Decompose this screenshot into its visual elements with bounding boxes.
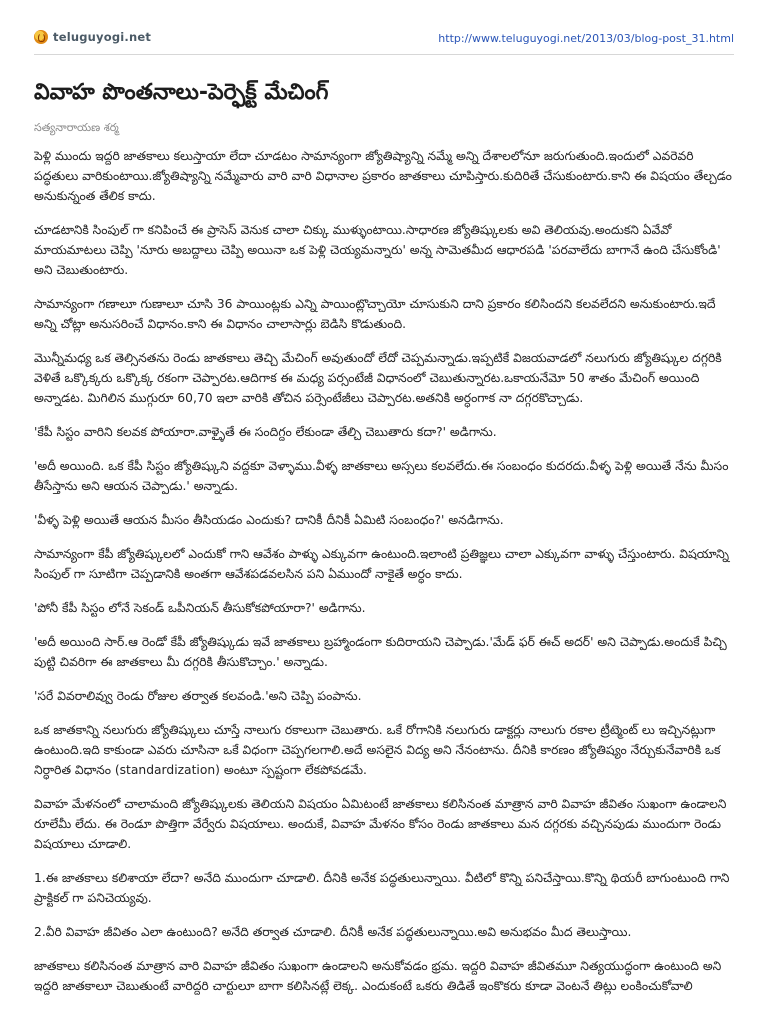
om-logo-icon bbox=[34, 30, 48, 44]
article-paragraph: 'అదీ అయింది సార్.ఆ రెండో కేపీ జ్యోతిష్కుడు ఇవే జాతకాలు బ్రహ్మాండంగా కుదిరాయని చెప్పాడు.'మేడ్ ఫర్ ఈచ్ అదర్' అని చెప్పాడు.అందుకే పిచ్చి పుట్టి చివరిగా ఈ జాతకాలు మీ దగ్గరికి తీసుకొచ్చాం.' అన్నాడు. bbox=[34, 635, 727, 669]
article-paragraph: సామాన్యంగా గణాలూ గుణాలూ చూసి 36 పాయింట్లకు ఎన్ని పాయింట్లొచ్చాయో చూసుకుని దాని ప్రకారం కలిసిందని కలవలేదని అనుకుంటారు.ఇదే అన్ని చోట్లా అనుసరించే విధానం.కాని ఈ విధానం చాలాసార్లు బెడిసి కొడుతుంది. bbox=[34, 297, 716, 331]
page-url-link[interactable]: http://www.teluguyogi.net/2013/03/blog-post_31.html bbox=[438, 32, 734, 45]
site-name: teluguyogi.net bbox=[53, 30, 152, 44]
article-paragraph: 'పోనీ కేపీ సిస్టం లోనే సెకండ్ ఒపీనియన్ తీసుకోకపోయారా?' అడిగాను. bbox=[34, 601, 366, 615]
article-paragraph: జాతకాలు కలిసినంత మాత్రాన వారి వివాహ జీవితం సుఖంగా ఉండాలని అనుకోవడం భ్రమ. ఇద్దరి వివాహ జీవితమూ నిత్యయుద్ధంగా ఉంటుంది అని ఇద్దరి జాతకాలూ చెబుతుంటే వారిద్దరి చార్టులూ బాగా కలిసినట్లే లెక్క. ఎందుకంటే ఒకరు తిడితే ఇంకొకరు కూడా వెంటనే తిట్లు లంకించుకోవాలి bbox=[34, 959, 722, 993]
article-paragraph: 1.ఈ జాతకాలు కలిశాయా లేదా? అనేది ముందుగా చూడాలి. దీనికి అనేక పద్ధతులున్నాయి. వీటిలో కొన్ని పనిచేస్తాయి.కొన్ని థియరీ బాగుంటుంది గాని ప్రాక్టికల్ గా పనిచెయ్యవు. bbox=[34, 871, 730, 905]
article-paragraph: పెళ్లి ముందు ఇద్దరి జాతకాలు కలుస్తాయా లేదా చూడటం సామాన్యంగా జ్యోతిష్యాన్ని నమ్మే అన్ని దేశాలలోనూ జరుగుతుంది.ఇందులో ఎవరెవరి పద్ధతులు వారికుంటాయి.జ్యోతిష్యాన్ని నమ్మేవారు వారి వారి విధానాల ప్రకారం జాతకాలు చూపిస్తారు.కుదిరితే చేసుకుంటారు.కాని ఈ విషయం తేల్చడం అనుకున్నంత తేలిక కాదు. bbox=[34, 149, 732, 203]
article-paragraph: చూడటానికి సింపుల్ గా కనిపించే ఈ ప్రాసెస్ వెనుక చాలా చిక్కు ముళ్ళుంటాయి.సాధారణ జ్యోతిష్కులకు అవి తెలియవు.అందుకని ఏవేవో మాయమాటలు చెప్పి 'నూరు అబద్దాలు చెప్పి అయినా ఒక పెళ్లి చెయ్యమన్నారు' అన్న సామెతమీద ఆధారపడి 'పరవాలేదు బాగానే ఉంది చేసుకోండి' అని చెబుతుంటారు. bbox=[34, 223, 721, 277]
article-paragraph: వివాహ మేళనంలో చాలామంది జ్యోతిష్కులకు తెలియని విషయం ఏమిటంటే జాతకాలు కలిసినంత మాత్రాన వారి వివాహ జీవితం సుఖంగా ఉండాలని రూలేమీ లేదు. ఈ రెండూ పొత్తిగా వేర్వేరు విషయాలు. అందుకే, వివాహ మేళనం కోసం రెండు జాతకాలు మన దగ్గరకు వచ్చినపుడు ముందుగా రెండు విషయాలు చూడాలి. bbox=[34, 797, 727, 851]
article-paragraph: ఒక జాతకాన్ని నలుగురు జ్యోతిష్కులు చూస్తే నాలుగు రకాలుగా చెబుతారు. ఒకే రోగానికి నలుగురు డాక్టర్లు నాలుగు రకాల ట్రీట్మెంట్ లు ఇచ్చినట్లుగా ఉంటుంది.ఇది కాకుండా ఎవరు చూసినా ఒకే విధంగా చెప్పగలగాలి.అదే అసలైన విద్య అని నేనంటాను. దీనికి కారణం జ్యోతిష్యం నేర్చుకునేవారికి ఒక నిర్ధారిత విధానం (standardization) అంటూ స్పష్టంగా లేకపోవడమే. bbox=[34, 723, 721, 777]
article-paragraph: 'సరే వివరాలివ్వు రెండు రోజుల తర్వాత కలవండి.'అని చెప్పి పంపాను. bbox=[34, 689, 362, 703]
article-paragraph: 'కేపీ సిస్టం వారిని కలవక పోయారా.వాళ్ళైతే ఈ సందిగ్దం లేకుండా తేల్చి చెబుతారు కదా?' అడిగాను. bbox=[34, 425, 497, 439]
article-title: వివాహ పొంతనాలు-పెర్ఫెక్ట్ మేచింగ్ bbox=[34, 80, 329, 105]
article-paragraph: మొన్నీమధ్య ఒక తెల్సినతను రెండు జాతకాలు తెచ్చి మేచింగ్ అవుతుందో లేదో చెప్పమన్నాడు.ఇప్పటికే విజయవాడలో నలుగురు జ్యోతిష్కుల దగ్గరికి వెళితే ఒక్కొక్కరు ఒక్కొక్క రకంగా చెప్పారట.ఆదిగాక ఈ మధ్య పర్సంటేజీ విధానంలో చెబుతున్నారట.ఒకాయనేమో 50 శాతం మేచింగ్ అయింది అన్నాడట. మిగిలిన ముగ్గురూ 60,70 ఇలా వారికి తోచిన పర్సెంటేజీలు చెప్పారట.అతనికి అర్ధంగాక నా దగ్గరకొచ్చాడు. bbox=[34, 351, 722, 405]
article-paragraph: సామాన్యంగా కేపీ జ్యోతిష్కులలో ఎందుకో గాని ఆవేశం పాళ్ళు ఎక్కువగా ఉంటుంది.ఇలాంటి ప్రతిజ్ఞలు చాలా ఎక్కువగా వాళ్ళు చేస్తుంటారు. విషయాన్ని సింపుల్ గా సూటిగా చెప్పడానికి అంతగా ఆవేశపడవలసిన పని ఏముందో నాకైతే అర్ధం కాదు. bbox=[34, 547, 729, 581]
page-header bbox=[34, 28, 734, 55]
article-author: సత్యనారాయణ శర్మ bbox=[34, 121, 119, 134]
site-logo[interactable] bbox=[34, 30, 151, 44]
article-paragraph: 2.వీరి వివాహ జీవితం ఎలా ఉంటుంది? అనేది తర్వాత చూడాలి. దీనికీ అనేక పద్ధతులున్నాయి.అవి అనుభవం మీద తెలుస్తాయి. bbox=[34, 925, 632, 939]
article-paragraph: 'అదీ అయింది. ఒక కేపీ సిస్టం జ్యోతిష్కుని వద్దకూ వెళ్ళాము.వీళ్ళ జాతకాలు అస్సలు కలవలేదు.ఈ సంబంధం కుదరదు.వీళ్ళ పెళ్లి అయితే నేను మీసం తీసేస్తాను అని ఆయన చెప్పాడు.' అన్నాడు. bbox=[34, 459, 729, 493]
article-body bbox=[34, 146, 734, 1006]
article-paragraph: 'వీళ్ళ పెళ్లి అయితే ఆయన మీసం తీసియడం ఎందుకు? దానికీ దీనికీ ఏమిటి సంబంధం?' అనడిగాను. bbox=[34, 513, 504, 527]
